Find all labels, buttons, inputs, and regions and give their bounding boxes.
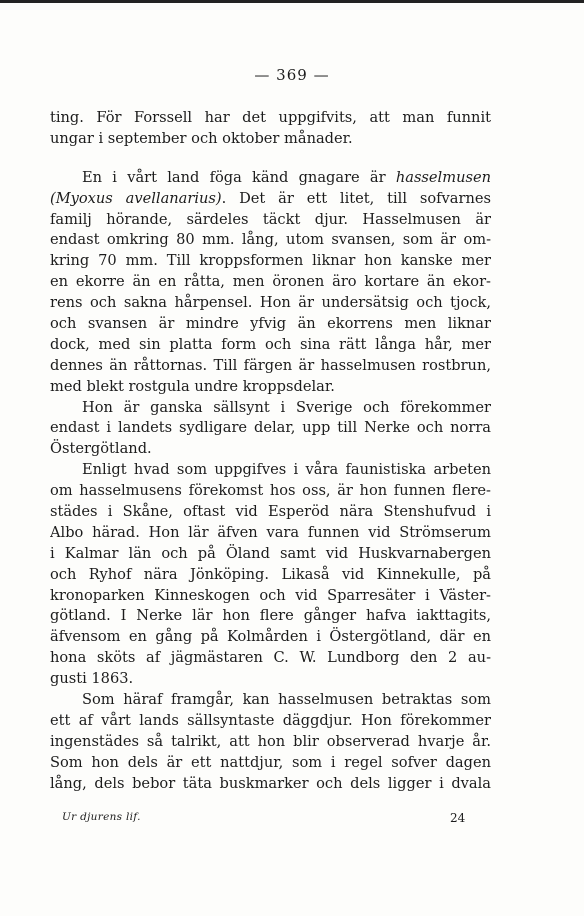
text-line: hona sköts af jägmästaren C. W. Lundborg den 2 au- <box>50 649 491 667</box>
text-line: gusti 1863. <box>50 670 134 688</box>
text-line: om hasselmusens förekomst hos oss, är hon funnen flere- <box>50 482 491 500</box>
text-line: En i vårt land föga känd gnagare är hasselmusen <box>82 168 491 186</box>
text-line: dennes än råttornas. Till färgen är hasselmusen rostbrun, <box>50 356 491 374</box>
text-line: (Myoxus avellanarius). Det är ett litet, till sofvarnes <box>50 189 491 207</box>
text-line: och svansen är mindre yfvig än ekorrens men liknar <box>50 315 491 333</box>
text-line: äfvensom en gång på Kolmården i Östergötland, där en <box>50 628 491 646</box>
text-line: dock, med sin platta form och sina rätt långa hår, mer <box>50 335 491 353</box>
paragraph <box>50 460 491 690</box>
text-line: kring 70 mm. Till kroppsformen liknar hon kanske mer <box>50 252 491 270</box>
text-line: ingenstädes så talrikt, att hon blir observerad hvarje år. <box>50 732 491 750</box>
text-line: endast omkring 80 mm. lång, utom svansen, som är om- <box>50 231 491 249</box>
text-line: ungar i september och oktober månader. <box>50 129 353 147</box>
paragraph <box>50 168 491 398</box>
paragraph <box>50 108 491 150</box>
text-line: Som hon dels är ett nattdjur, som i regel sofver dagen <box>50 753 491 771</box>
body-text <box>50 108 491 795</box>
text-line: Östergötland. <box>50 440 152 458</box>
section-gap <box>50 150 491 168</box>
text-line: Albo härad. Hon lär äfven vara funnen vid Strömserum <box>50 523 491 541</box>
text-line: med blekt rostgula undre kroppsdelar. <box>50 377 335 395</box>
text-line: Enligt hvad som uppgifves i våra faunistiska arbeten <box>82 461 491 479</box>
sheet-number: 24 <box>450 811 466 825</box>
text-line: Hon är ganska sällsynt i Sverige och förekommer <box>82 398 491 416</box>
footer-signature: Ur djurens lif. <box>62 811 141 823</box>
text-line: rens och sakna hårpensel. Hon är undersätsig och tjock, <box>50 294 491 312</box>
text-line: endast i landets sydligare delar, upp till Nerke och norra <box>50 419 491 437</box>
text-line: ett af vårt lands sällsyntaste däggdjur. Hon förekommer <box>50 711 491 729</box>
text-line: lång, dels bebor täta buskmarker och dels ligger i dvala <box>50 774 491 792</box>
text-line: städes i Skåne, oftast vid Esperöd nära Stenshufvud i <box>50 503 491 521</box>
top-border-line <box>0 0 584 3</box>
paragraph <box>50 690 491 794</box>
text-line: och Ryhof nära Jönköping. Likaså vid Kinnekulle, på <box>50 565 491 583</box>
text-line: familj hörande, särdeles täckt djur. Hasselmusen är <box>50 210 491 228</box>
text-line: i Kalmar län och på Öland samt vid Huskvarnabergen <box>50 544 491 562</box>
text-line: götland. I Nerke lär hon flere gånger hafva iakttagits, <box>50 607 491 625</box>
text-line: en ekorre än en råtta, men öronen äro kortare än ekor- <box>50 273 491 291</box>
paragraph <box>50 398 491 461</box>
text-line: ting. För Forssell har det uppgifvits, att man funnit <box>50 109 491 126</box>
page-number: — 369 — <box>254 66 330 84</box>
text-line: Som häraf framgår, kan hasselmusen betraktas som <box>82 691 491 709</box>
text-line: kronoparken Kinneskogen och vid Sparresäter i Väster- <box>50 586 491 604</box>
